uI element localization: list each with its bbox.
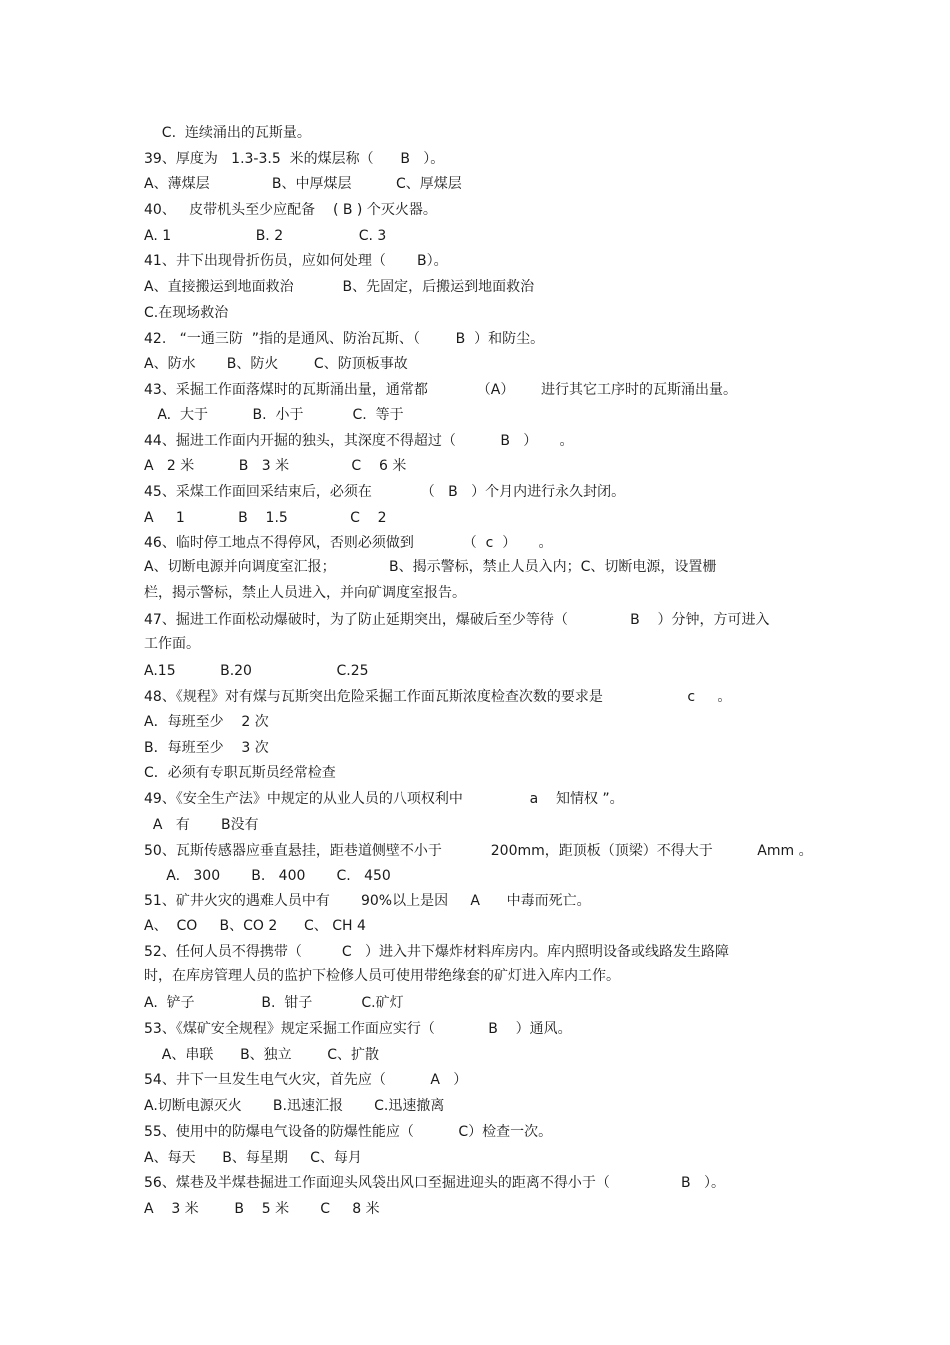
text-line: A 3 米 B 5 米 C 8 米 <box>144 1201 380 1217</box>
text-line: 52、任何人员不得携带（ C ）进入井下爆炸材料库房内。库内照明设备或线路发生路障 <box>144 944 729 960</box>
text-line: A、薄煤层 B、中厚煤层 C、厚煤层 <box>144 176 462 192</box>
text-line: 42. “一通三防 ”指的是通风、防治瓦斯、（ B ）和防尘。 <box>144 331 545 347</box>
text-line: A. 1 B. 2 C. 3 <box>144 228 387 244</box>
text-line: A. 300 B. 400 C. 450 <box>144 868 391 884</box>
text-line: 53、《煤矿安全规程》规定采掘工作面应实行（ B ）通风。 <box>144 1021 572 1037</box>
text-line: A、直接搬运到地面救治 B、先固定，后搬运到地面救治 <box>144 279 535 295</box>
text-line: 48、《规程》对有煤与瓦斯突出危险采掘工作面瓦斯浓度检查次数的要求是 c 。 <box>144 689 732 705</box>
text-line: A 1 B 1.5 C 2 <box>144 510 387 526</box>
text-line: C. 连续涌出的瓦斯量。 <box>144 125 311 141</box>
text-line: B．每班至少 3 次 <box>144 740 269 756</box>
text-line: C．必须有专职瓦斯员经常检查 <box>144 765 336 781</box>
text-line: 49、《安全生产法》中规定的从业人员的八项权利中 a 知情权 ”。 <box>144 791 624 807</box>
text-line: 56、煤巷及半煤巷掘进工作面迎头风袋出风口至掘进迎头的距离不得小于（ B ）。 <box>144 1175 725 1191</box>
text-line: A．每班至少 2 次 <box>144 714 269 730</box>
text-line: A、防水 B、防火 C、防顶板事故 <box>144 356 408 372</box>
text-line: A 2 米 B 3 米 C 6 米 <box>144 458 407 474</box>
text-line: 51、矿井火灾的遇难人员中有 90%以上是因 A 中毒而死亡。 <box>144 893 591 909</box>
text-line: A、串联 B、独立 C、扩散 <box>144 1047 380 1063</box>
text-line: A、切断电源并向调度室汇报； B、揭示警标，禁止人员入内；C、切断电源，设置栅 <box>144 559 717 575</box>
text-line: 44、掘进工作面内开掘的独头，其深度不得超过（ B ） 。 <box>144 433 574 449</box>
text-line: 43、采掘工作面落煤时的瓦斯涌出量，通常都 （A） 进行其它工序时的瓦斯涌出量。 <box>144 382 738 398</box>
text-line: 39、厚度为 1.3-3.5 米的煤层称（ B ）。 <box>144 151 445 167</box>
text-line: A. 铲子 B. 钳子 C.矿灯 <box>144 995 404 1011</box>
text-line: A 有 B没有 <box>144 817 259 833</box>
text-line: 47、掘进工作面松动爆破时，为了防止延期突出，爆破后至少等待（ B ）分钟，方可进入 <box>144 612 770 628</box>
text-line: 50、瓦斯传感器应垂直悬挂，距巷道侧壁不小于 200mm，距顶板（顶梁）不得大于 Amm 。 <box>144 843 813 859</box>
text-line: A.切断电源灭火 B.迅速汇报 C.迅速撤离 <box>144 1098 445 1114</box>
text-line: 工作面。 <box>144 636 200 652</box>
text-line: 45、采煤工作面回采结束后，必须在 （ B ）个月内进行永久封闭。 <box>144 484 626 500</box>
text-line: A. 大于 B. 小于 C. 等于 <box>144 407 404 423</box>
text-line: 41、井下出现骨折伤员，应如何处理（ B）。 <box>144 253 448 269</box>
text-line: A、 CO B、CO 2 C、 CH 4 <box>144 918 366 934</box>
text-line: C.在现场救治 <box>144 305 229 321</box>
text-line: 时，在库房管理人员的监护下检修人员可使用带绝缘套的矿灯进入库内工作。 <box>144 968 620 984</box>
text-line: 栏，揭示警标，禁止人员进入，并向矿调度室报告。 <box>144 585 466 601</box>
text-line: 46、临时停工地点不得停风，否则必须做到 （ c ） 。 <box>144 535 553 551</box>
text-line: A、每天 B、每星期 C、每月 <box>144 1150 362 1166</box>
text-line: 55、使用中的防爆电气设备的防爆性能应（ C）检查一次。 <box>144 1124 553 1140</box>
text-line: 40、 皮带机头至少应配备 ( B ) 个灭火器。 <box>144 202 437 218</box>
text-line: 54、井下一旦发生电气火灾，首先应（ A ） <box>144 1072 468 1088</box>
text-line: A.15 B.20 C.25 <box>144 663 369 679</box>
